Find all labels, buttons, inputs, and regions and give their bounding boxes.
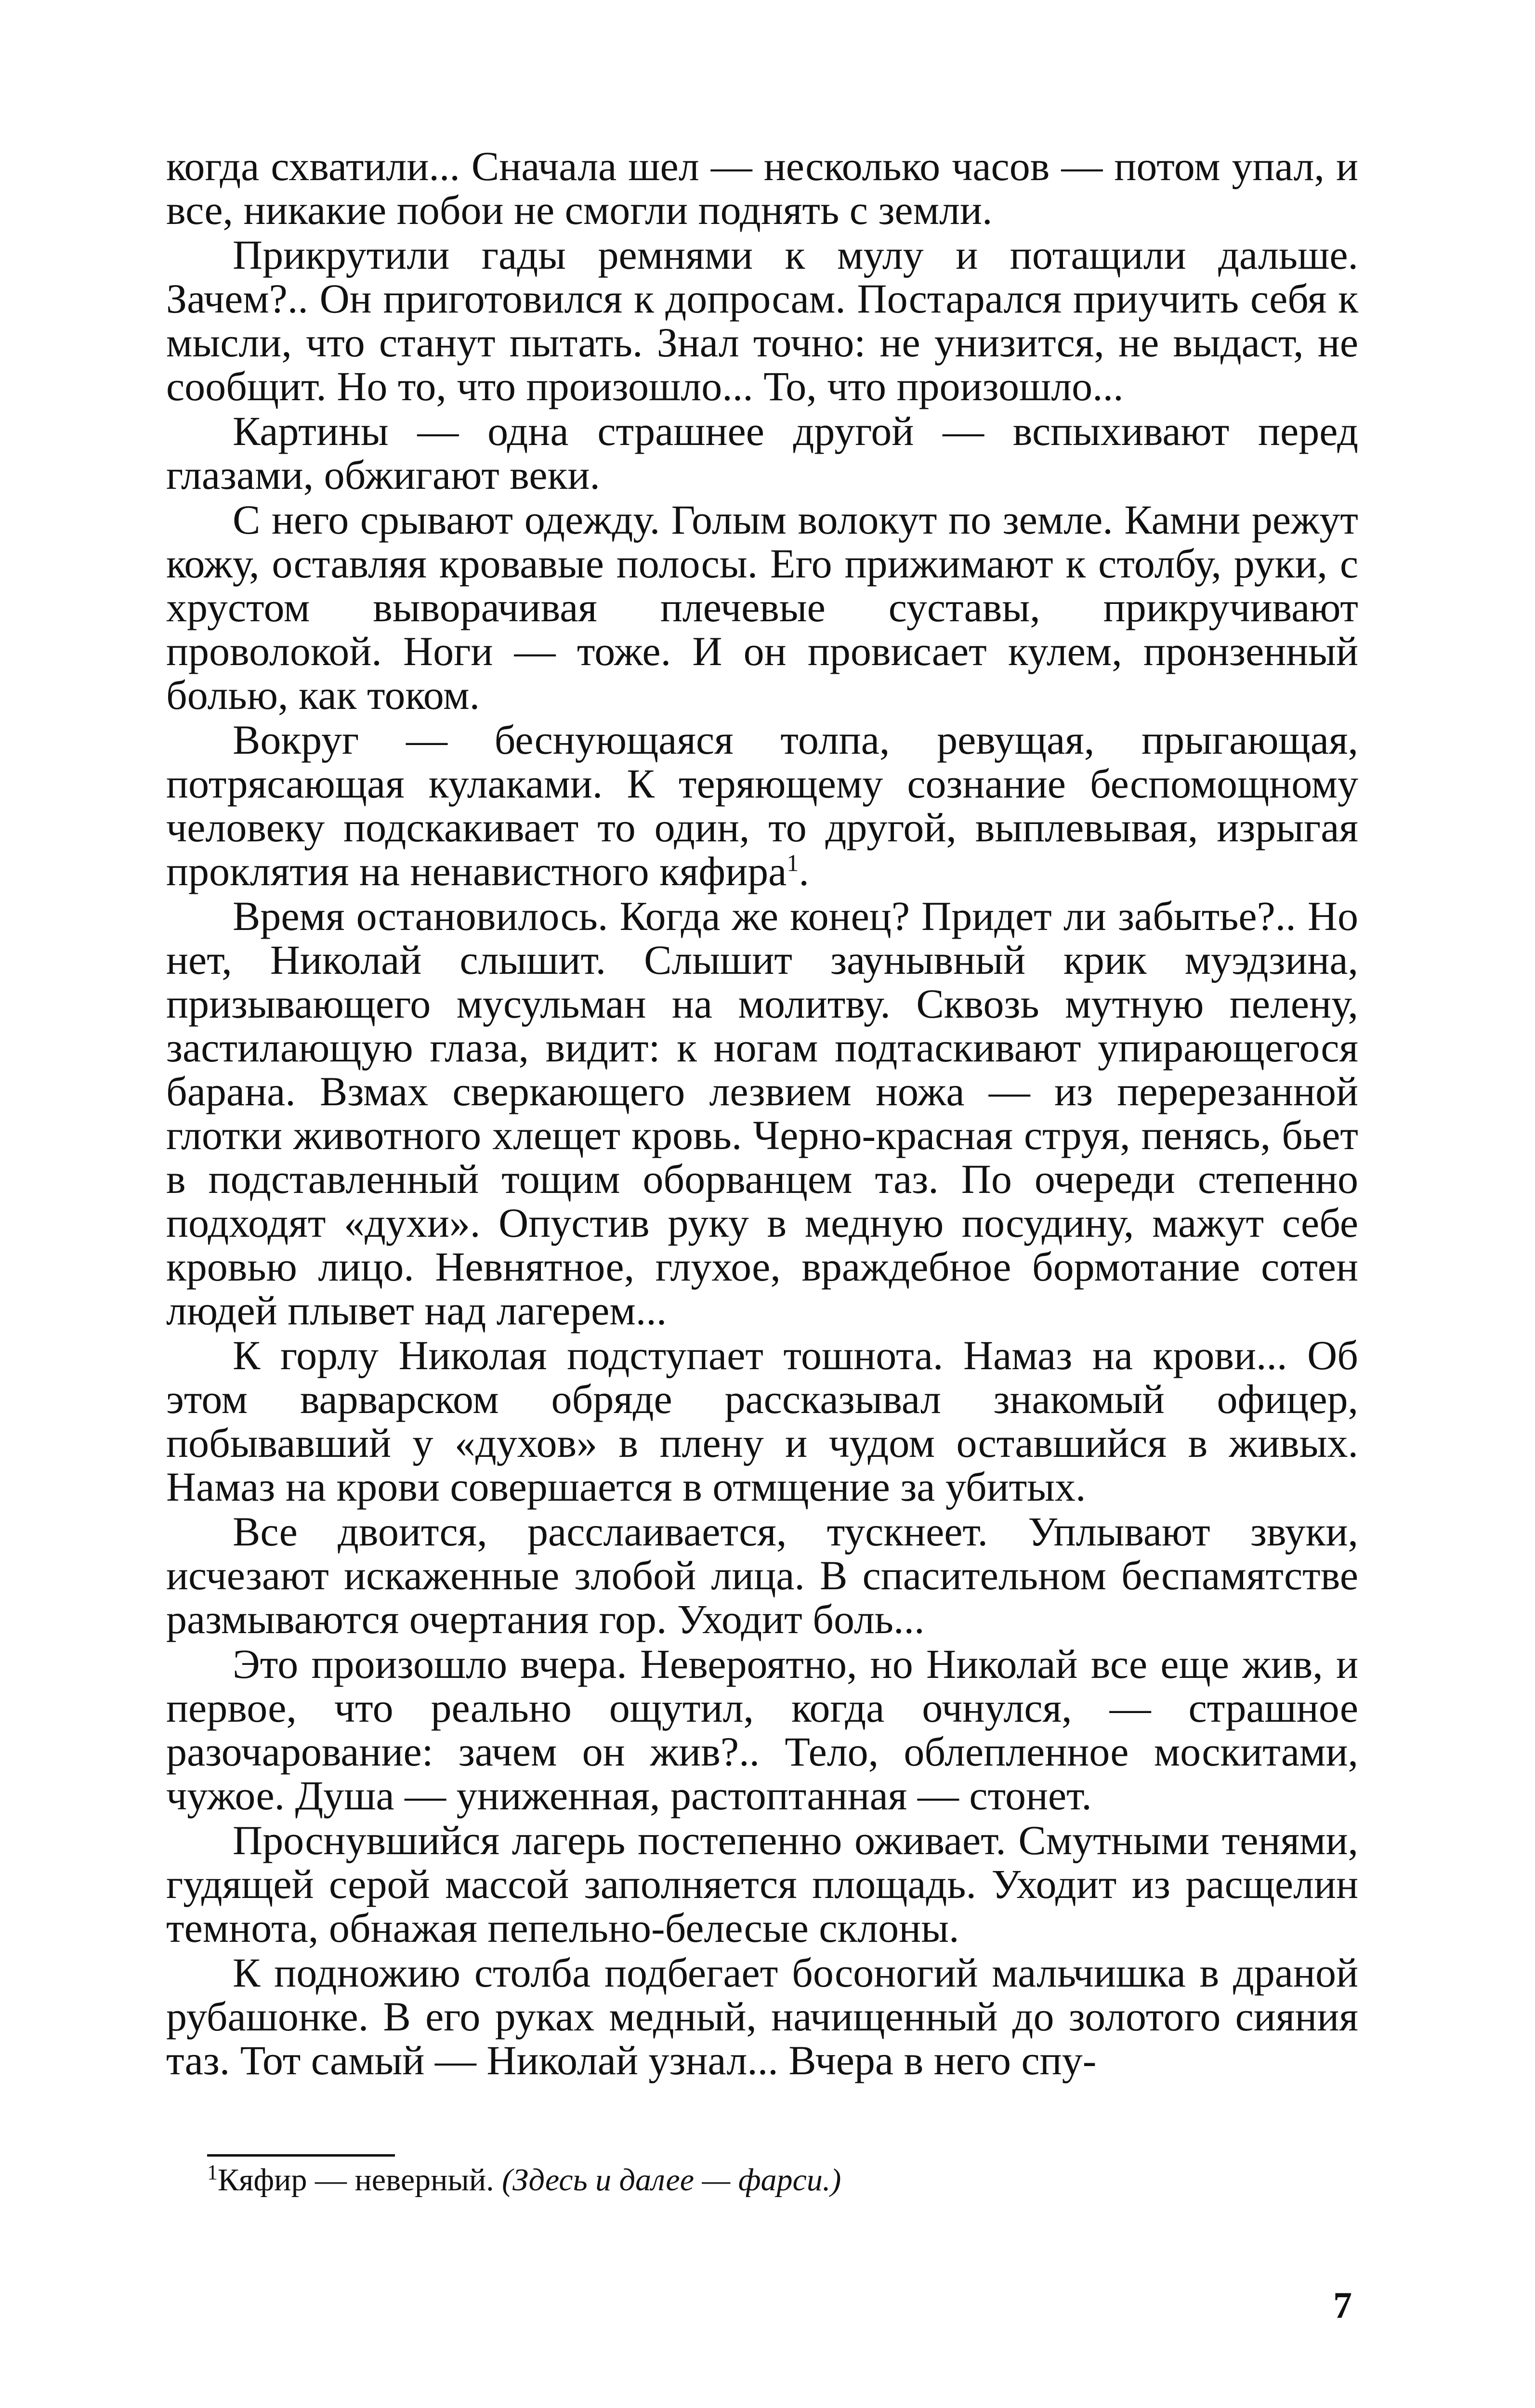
paragraph: Проснувшийся лагерь постепенно оживает. Смутными тенями, гудящей серой массой заполняется площадь. Уходит из расщелин темнота, обнажая пепельно-белесые склоны.: [166, 1817, 1358, 1951]
page-body: [166, 144, 1358, 2083]
footnote: [207, 2161, 1315, 2199]
paragraph-with-footnote-ref: [166, 718, 1358, 893]
paragraph: К горлу Николая подступает тошнота. Намаз на крови... Об этом варварском обряде рассказывал знакомый офицер, побывавший у «духов» в плену и чудом оставшийся в живых. Намаз на крови совершается в отмщение за убитых.: [166, 1332, 1358, 1510]
page-number: 7: [1333, 2284, 1352, 2326]
paragraph-end-punct: .: [799, 848, 809, 894]
paragraph: Время остановилось. Когда же конец? Придет ли забытье?.. Но нет, Николай слышит. Слышит заунывный крик муэдзина, призывающего мусульман на молитву. Сквозь мутную пелену, застилающую глаза, видит: к ногам подтаскивают упирающегося барана. Взмах сверкающего лезвием ножа — из перерезанной глотки животного хлещет кровь. Черно-красная струя, пенясь, бьет в подставленный тощим оборванцем таз. По очереди степенно подходят «духи». Опустив руку в медную посудину, мажут себе кровью лицо. Невнятное, глухое, враждебное бормотание сотен людей плывет над лагерем...: [166, 893, 1358, 1334]
footnote-note: (Здесь и далее — фарси.): [502, 2162, 841, 2198]
paragraph: Прикрутили гады ремнями к мулу и потащили дальше. Зачем?.. Он приготовился к допросам. Постарался приучить себя к мысли, что станут пытать. Знал точно: не унизится, не выдаст, не сообщит. Но то, что произошло... То, что произошло...: [166, 232, 1358, 409]
footnote-reference[interactable]: 1: [787, 849, 799, 877]
paragraph: Это произошло вчера. Невероятно, но Николай все еще жив, и первое, что реально ощутил, когда очнулся, — страшное разочарование: зачем он жив?.. Тело, облепленное москитами, чужое. Душа — униженная, растоптанная — стонет.: [166, 1641, 1358, 1819]
paragraph-continued: когда схватили... Сначала шел — несколько часов — потом упал, и все, никакие побои не смогли поднять с земли.: [166, 143, 1358, 233]
main-text: [166, 144, 1358, 2082]
footnote-text: Кяфир — неверный.: [218, 2162, 502, 2198]
footnote-divider: [207, 2154, 395, 2157]
paragraph-text: Вокруг — беснующаяся толпа, ревущая, прыгающая, потрясающая кулаками. К теряющему сознание беспомощному человеку подскакивает то один, то другой, выплевывая, изрыгая проклятия на ненавистного кяфира: [166, 717, 1358, 894]
paragraph: Все двоится, расслаивается, тускнеет. Уплывают звуки, исчезают искаженные злобой лица. В спасительном беспамятстве размываются очертания гор. Уходит боль...: [166, 1508, 1358, 1642]
paragraph: К подножию столба подбегает босоногий мальчишка в драной рубашонке. В его руках медный, начищенный до золотого сияния таз. Тот самый — Николай узнал... Вчера в него спу-: [166, 1950, 1358, 2083]
paragraph: С него срывают одежду. Голым волокут по земле. Камни режут кожу, оставляя кровавые полосы. Его прижимают к столбу, руки, с хрустом выворачивая плечевые суставы, прикручивают проволокой. Ноги — тоже. И он провисает кулем, пронзенный болью, как током.: [166, 497, 1358, 718]
footnote-marker: 1: [207, 2160, 218, 2184]
paragraph: Картины — одна страшнее другой — вспыхивают перед глазами, обжигают веки.: [166, 408, 1358, 498]
